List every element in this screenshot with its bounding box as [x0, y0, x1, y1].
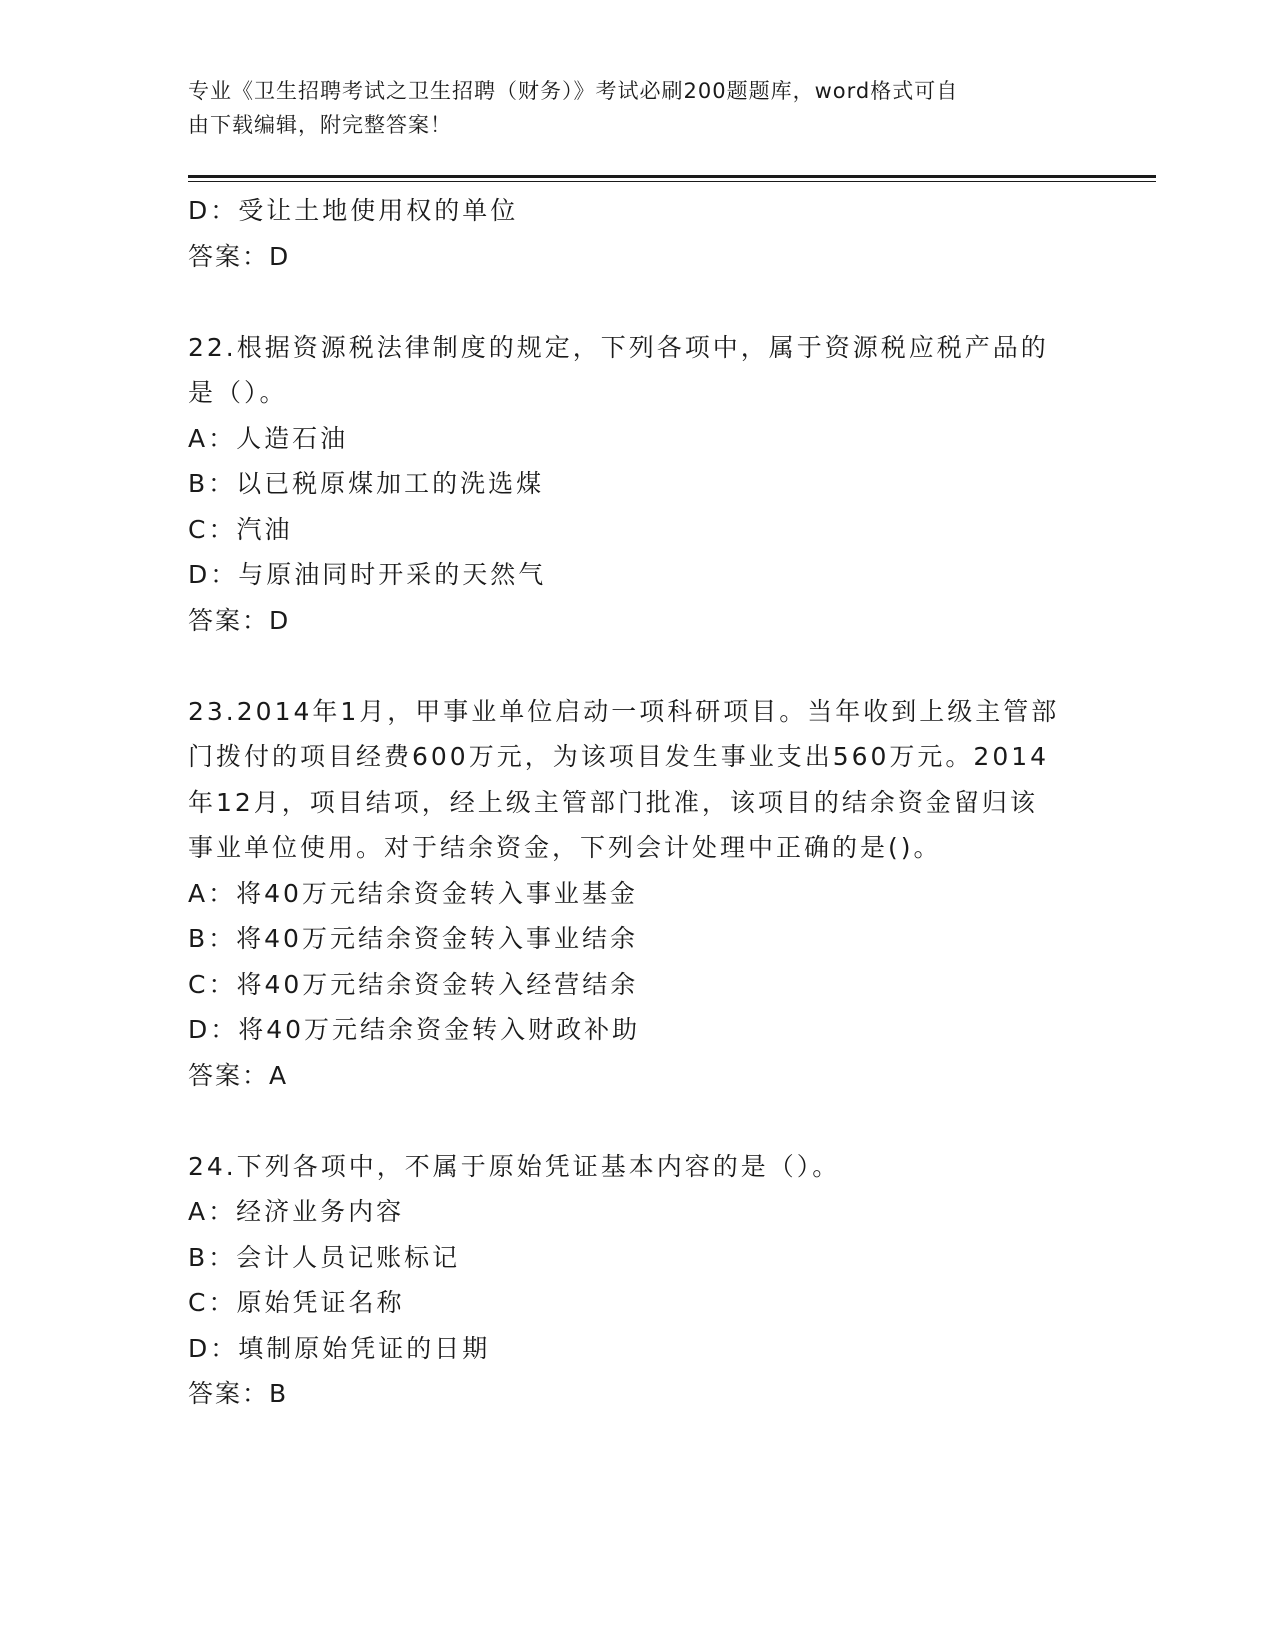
prev-answer: 答案：D — [188, 241, 291, 271]
document-header — [188, 74, 1078, 142]
header-line-1: 专业《卫生招聘考试之卫生招聘（财务）》考试必刷200题题库，word格式可自 — [188, 79, 959, 103]
question-stem-line: 年12月，项目结项，经上级主管部门批准，该项目的结余资金留归该 — [188, 787, 1038, 817]
header-line-2: 由下载编辑，附完整答案！ — [188, 113, 452, 137]
option-a: A：经济业务内容 — [188, 1197, 405, 1226]
option-b: B：会计人员记账标记 — [188, 1242, 461, 1272]
question-stem-line: 23.2014年1月，甲事业单位启动一项科研项目。当年收到上级主管部 — [188, 696, 1060, 726]
question-stem-line: 门拨付的项目经费600万元，为该项目发生事业支出560万元。2014 — [188, 742, 1050, 771]
option-d: D：与原油同时开采的天然气 — [188, 560, 547, 589]
question-stem-line: 事业单位使用。对于结余资金，下列会计处理中正确的是()。 — [188, 833, 942, 862]
option-c: C：将40万元结余资金转入经营结余 — [188, 969, 639, 999]
answer: 答案：D — [188, 605, 291, 635]
spacer — [188, 643, 1088, 689]
answer: 答案：A — [188, 1060, 289, 1090]
spacer — [188, 1098, 1088, 1144]
option-a: A：将40万元结余资金转入事业基金 — [188, 878, 638, 908]
document-body — [188, 188, 1088, 1417]
option-a: A：人造石油 — [188, 423, 349, 453]
spacer — [188, 279, 1088, 325]
answer: 答案：B — [188, 1379, 289, 1408]
option-c: C：汽油 — [188, 514, 293, 544]
question-stem-line: 24.下列各项中，不属于原始凭证基本内容的是（）。 — [188, 1151, 841, 1181]
question-stem-line: 22.根据资源税法律制度的规定，下列各项中，属于资源税应税产品的 — [188, 332, 1049, 362]
option-d: D：将40万元结余资金转入财政补助 — [188, 1015, 641, 1044]
option-b: B：将40万元结余资金转入事业结余 — [188, 924, 638, 953]
option-d: D：填制原始凭证的日期 — [188, 1333, 491, 1363]
prev-option-d: D：受让土地使用权的单位 — [188, 196, 519, 225]
option-c: C：原始凭证名称 — [188, 1288, 405, 1317]
question-22 — [188, 325, 1088, 644]
header-rule-thick — [188, 175, 1156, 178]
header-rule-thin — [188, 181, 1156, 182]
option-b: B：以已税原煤加工的洗选煤 — [188, 469, 545, 498]
question-stem-line: 是（）。 — [188, 378, 288, 407]
question-23 — [188, 689, 1088, 1099]
question-24 — [188, 1144, 1088, 1417]
